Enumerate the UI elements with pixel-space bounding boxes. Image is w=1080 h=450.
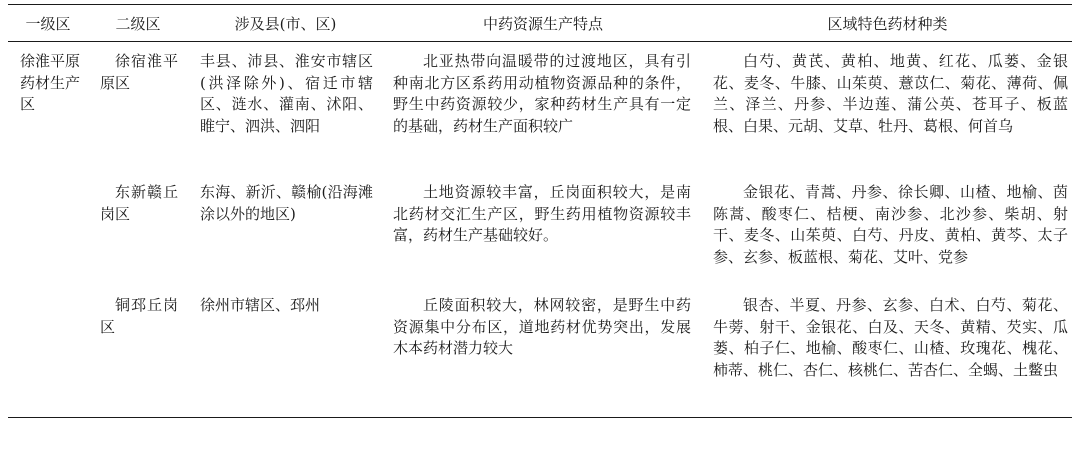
features-cell: 北亚热带向温暖带的过渡地区，具有引种南北方区系药用动植物资源品种的条件，野生中药资源较少，家种药材生产具有一定的基础，药材生产面积较广 bbox=[393, 52, 691, 135]
features-cell: 土地资源较丰富，丘岗面积较大，是南北药材交汇生产区，野生药用植物资源较丰富，药材生产基础较好。 bbox=[393, 183, 691, 244]
table-header bbox=[8, 5, 1072, 42]
table-row bbox=[8, 42, 1072, 176]
counties-cell: 东海、新沂、赣榆(沿海滩涂以外的地区) bbox=[200, 183, 373, 223]
table-body bbox=[8, 42, 1072, 418]
herbs-cell: 银杏、半夏、丹参、玄参、白术、白芍、菊花、牛蒡、射干、金银花、白及、天冬、黄精、芡实、瓜蒌、柏子仁、地榆、酸枣仁、山楂、玫瑰花、槐花、柿蒂、桃仁、杏仁、核桃仁、苦杏仁、全蝎、土鳖虫 bbox=[713, 296, 1068, 379]
level2-region-cell bbox=[88, 288, 188, 418]
level2-region-name: 徐宿淮平原区 bbox=[100, 52, 178, 92]
herbs-cell: 金银花、青蒿、丹参、徐长卿、山楂、地榆、茵陈蒿、酸枣仁、桔梗、南沙参、北沙参、柴胡、射干、麦冬、山茱萸、白芍、丹皮、黄柏、黄芩、太子参、玄参、板蓝根、菊花、艾叶、党参 bbox=[713, 183, 1068, 266]
header-level2-region: 二级区 bbox=[115, 14, 161, 33]
herb-region-table bbox=[8, 4, 1072, 418]
table-row bbox=[8, 175, 1072, 288]
herb-region-table-wrap bbox=[8, 4, 1072, 418]
header-level1-region: 一级区 bbox=[25, 14, 71, 33]
level1-region-cell: 徐淮平原药材生产区 bbox=[20, 52, 81, 113]
header-counties: 涉及县(市、区) bbox=[234, 14, 337, 33]
level2-region-cell bbox=[88, 42, 188, 176]
level2-region-cell bbox=[88, 175, 188, 288]
counties-cell: 徐州市辖区、邳州 bbox=[200, 296, 321, 314]
counties-cell: 丰县、沛县、淮安市辖区(洪泽除外)、宿迁市辖区、涟水、灌南、沭阳、睢宁、泗洪、泗阳 bbox=[200, 52, 373, 135]
header-production-features: 中药资源生产特点 bbox=[482, 14, 603, 33]
table-row bbox=[8, 288, 1072, 418]
features-cell: 丘陵面积较大，林网较密，是野生中药资源集中分布区，道地药材优势突出，发展木本药材潜力较大 bbox=[393, 296, 691, 357]
header-row bbox=[8, 5, 1072, 42]
level2-region-name: 铜邳丘岗区 bbox=[100, 296, 178, 336]
header-herb-species: 区域特色药材种类 bbox=[827, 14, 948, 33]
herbs-cell: 白芍、黄芪、黄柏、地黄、红花、瓜蒌、金银花、麦冬、牛膝、山茱萸、薏苡仁、菊花、薄荷、佩兰、泽兰、丹参、半边莲、蒲公英、苍耳子、板蓝根、白果、元胡、艾草、牡丹、葛根、何首乌 bbox=[713, 52, 1068, 135]
level2-region-name: 东新赣丘岗区 bbox=[100, 183, 178, 223]
